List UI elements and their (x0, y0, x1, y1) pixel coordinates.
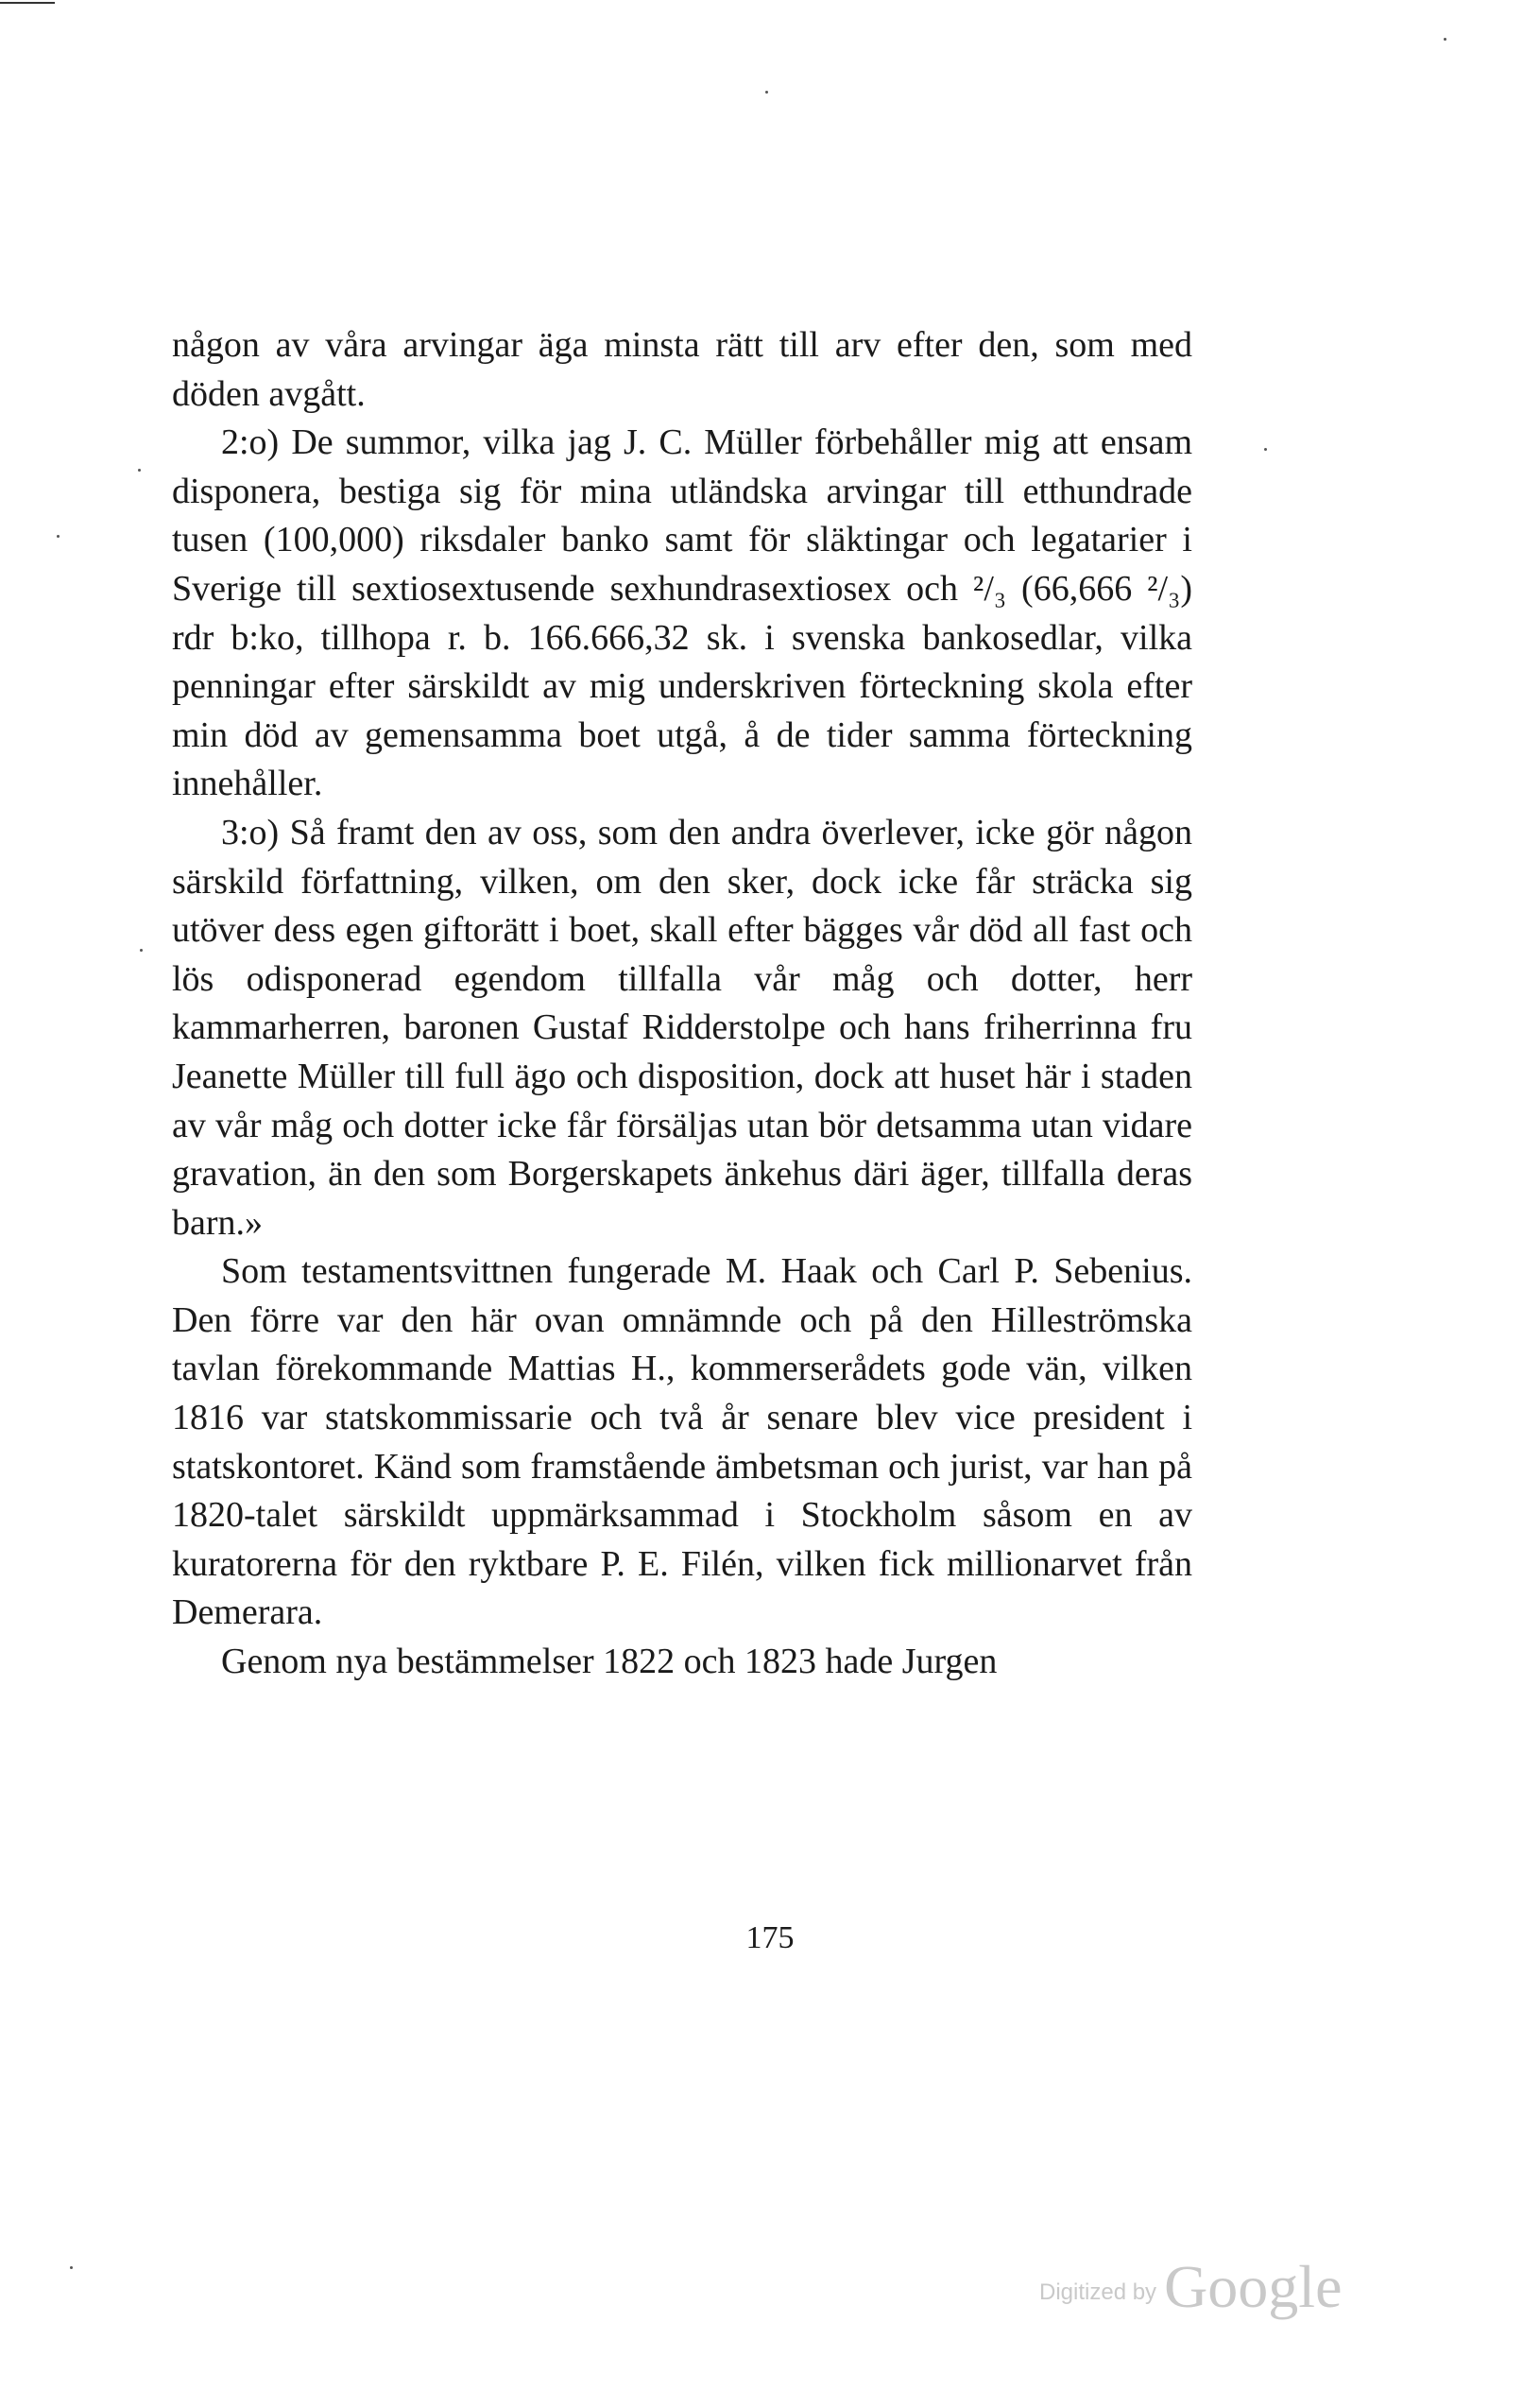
paragraph-5: Genom nya bestämmelser 1822 och 1823 hade Jurgen (221, 1642, 998, 1682)
scan-speck (70, 2266, 73, 2269)
paragraph-3: 3:o) Så framt den av oss, som den andra överlever, icke gör någon särskild författning, vilken, om den sker, dock icke får sträcka sig utöver dess egen giftorätt i boet, skall efter bägges vår död all fast och lös odisponerad egendom tillfalla vår måg och dotter, herr kammarherren, baronen Gustaf Ridderstolpe och hans friherrinna fru Jeanette Müller till full ägo och disposition, dock att huset här i staden av vår måg och dotter icke får försäljas utan bör detsamma utan vidare gravation, än den som Borgerskapets änkehus däri äger, tillfalla deras barn.» (172, 812, 1192, 1243)
digitized-watermark (1039, 2242, 1360, 2320)
paragraph-2: 2:o) De summor, vilka jag J. C. Müller förbehåller mig att ensam disponera, bestiga sig för mina utländska arvingar till etthundrade tusen (100,000) riksdaler banko samt för släktingar och legatarier i Sverige till sextiosextusende sexhundrasextiosex och ²/₃ (66,666 ²/₃) rdr b:ko, tillhopa r. b. 166.666,32 sk. i svenska bankosedlar, vilka penningar efter särskildt av mig underskriven förteckning skola efter min död av gemensamma boet utgå, å de tider samma förteckning innehåller. (172, 422, 1192, 804)
scan-edge-mark (0, 2, 55, 4)
scan-speck (57, 535, 60, 538)
page-number: 175 (745, 1920, 795, 1955)
scan-speck (1264, 448, 1267, 451)
paragraph-1: någon av våra arvingar äga minsta rätt till arv efter den, som med döden avgått. (172, 325, 1192, 414)
watermark-prefix: Digitized by (1039, 2279, 1157, 2305)
paragraph-4: Som testamentsvittnen fungerade M. Haak och Carl P. Sebenius. Den förre var den här ovan omnämnde och på den Hilleströmska tavlan förekommande Mattias H., kommerserådets gode vän, vilken 1816 var statskommissarie och två år senare blev vice president i statskontoret. Känd som framstående ämbetsman och jurist, var han på 1820-talet särskildt uppmärksammad i Stockholm såsom en av kuratorerna för den ryktbare P. E. Filén, vilken fick millionarvet från Demerara. (172, 1251, 1192, 1633)
scan-speck (1444, 38, 1446, 41)
scan-speck (765, 91, 768, 94)
scan-speck (138, 469, 141, 472)
body-text (172, 321, 1192, 1687)
scan-speck (140, 949, 143, 952)
google-logo: Google (1164, 2253, 1343, 2320)
